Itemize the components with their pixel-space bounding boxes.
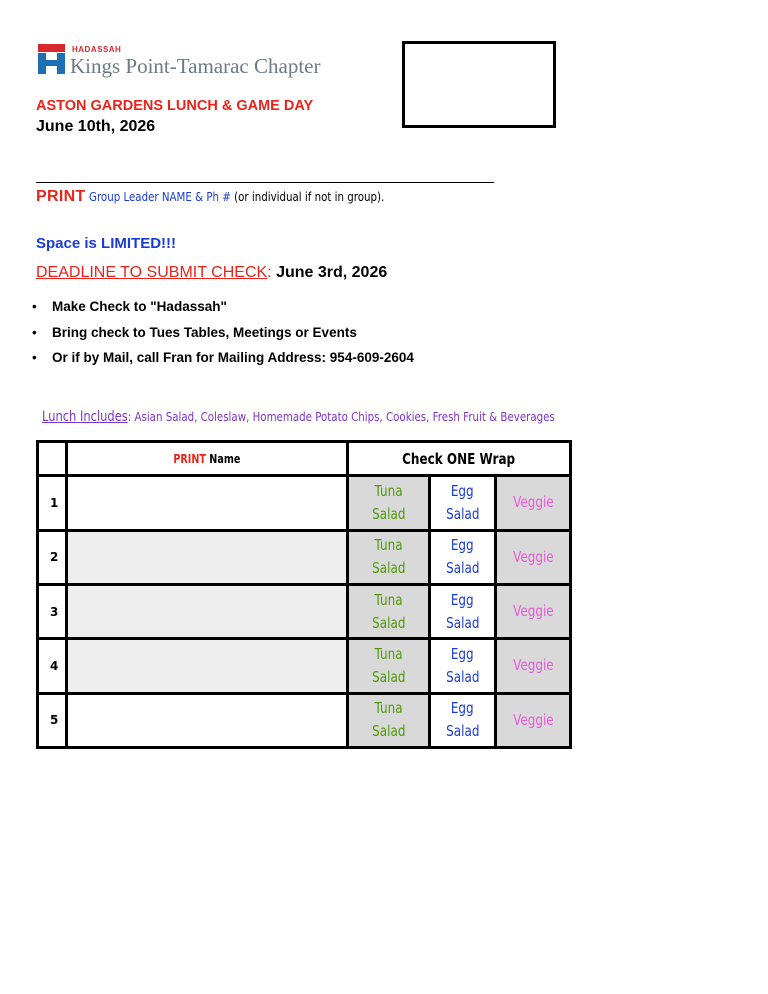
list-item: • Or if by Mail, call Fran for Mailing Address: 954-609-2604 bbox=[32, 350, 414, 365]
option-egg-salad[interactable]: Egg Salad bbox=[430, 584, 496, 638]
option-egg-salad[interactable]: Egg Salad bbox=[430, 530, 496, 584]
header-name: PRINT Name bbox=[67, 442, 348, 476]
table-row bbox=[38, 476, 571, 530]
table-row bbox=[38, 584, 571, 638]
row-number: 3 bbox=[38, 584, 67, 638]
row-number: 1 bbox=[38, 476, 67, 530]
hadassah-logo-mark-icon bbox=[38, 44, 65, 74]
option-tuna-salad[interactable]: Tuna Salad bbox=[348, 584, 430, 638]
event-date: June 10th, 2026 bbox=[36, 118, 156, 135]
option-veggie[interactable]: Veggie bbox=[496, 693, 571, 747]
option-egg-salad[interactable]: Egg Salad bbox=[430, 639, 496, 693]
name-field[interactable] bbox=[67, 530, 348, 584]
logo-chapter-name: Kings Point-Tamarac Chapter bbox=[70, 54, 321, 78]
list-item: • Make Check to "Hadassah" bbox=[32, 299, 227, 314]
space-limited-notice: Space is LIMITED!!! bbox=[36, 235, 177, 252]
table-row bbox=[38, 639, 571, 693]
lunch-includes bbox=[42, 406, 667, 425]
header-wrap-choice: Check ONE Wrap bbox=[348, 442, 571, 476]
option-egg-salad[interactable]: Egg Salad bbox=[430, 476, 496, 530]
lunch-items: : Asian Salad, Coleslaw, Homemade Potato Chips, Cookies, Fresh Fruit & Beverages bbox=[127, 409, 555, 424]
name-field[interactable] bbox=[67, 476, 348, 530]
print-word: PRINT bbox=[36, 188, 86, 205]
option-tuna-salad[interactable]: Tuna Salad bbox=[348, 476, 430, 530]
option-veggie[interactable]: Veggie bbox=[496, 530, 571, 584]
hadassah-logo bbox=[38, 44, 348, 80]
list-item: • Bring check to Tues Tables, Meetings or Events bbox=[32, 324, 357, 340]
option-egg-salad[interactable]: Egg Salad bbox=[430, 693, 496, 747]
header-number bbox=[38, 442, 67, 476]
deadline-date: June 3rd, 2026 bbox=[276, 264, 388, 281]
name-field[interactable] bbox=[67, 639, 348, 693]
leader-instruction bbox=[36, 188, 450, 206]
option-veggie[interactable]: Veggie bbox=[496, 584, 571, 638]
deadline-line bbox=[36, 264, 387, 282]
deadline-label: DEADLINE TO SUBMIT CHECK bbox=[36, 264, 268, 281]
office-use-box bbox=[402, 41, 556, 128]
option-veggie[interactable]: Veggie bbox=[496, 476, 571, 530]
leader-note: (or individual if not in group). bbox=[234, 189, 385, 204]
row-number: 2 bbox=[38, 530, 67, 584]
option-tuna-salad[interactable]: Tuna Salad bbox=[348, 693, 430, 747]
leader-label: Group Leader NAME & Ph # (or individual if not in group). bbox=[89, 189, 385, 204]
row-number: 4 bbox=[38, 639, 67, 693]
logo-org-name: HADASSAH bbox=[72, 45, 122, 54]
table-row bbox=[38, 530, 571, 584]
event-title: ASTON GARDENS LUNCH & GAME DAY bbox=[36, 98, 314, 114]
instruction-list bbox=[32, 299, 414, 376]
deadline-colon: : bbox=[267, 264, 272, 281]
name-field[interactable] bbox=[67, 584, 348, 638]
lunch-includes-text: Lunch Includes: Asian Salad, Coleslaw, Homemade Potato Chips, Cookies, Fresh Fruit & Beverages bbox=[42, 409, 555, 425]
order-table bbox=[36, 440, 572, 749]
name-field[interactable] bbox=[67, 693, 348, 747]
option-veggie[interactable]: Veggie bbox=[496, 639, 571, 693]
row-number: 5 bbox=[38, 693, 67, 747]
table-row bbox=[38, 693, 571, 747]
option-tuna-salad[interactable]: Tuna Salad bbox=[348, 530, 430, 584]
table-header-row bbox=[38, 442, 571, 476]
option-tuna-salad[interactable]: Tuna Salad bbox=[348, 639, 430, 693]
leader-signature-line[interactable] bbox=[36, 182, 494, 183]
